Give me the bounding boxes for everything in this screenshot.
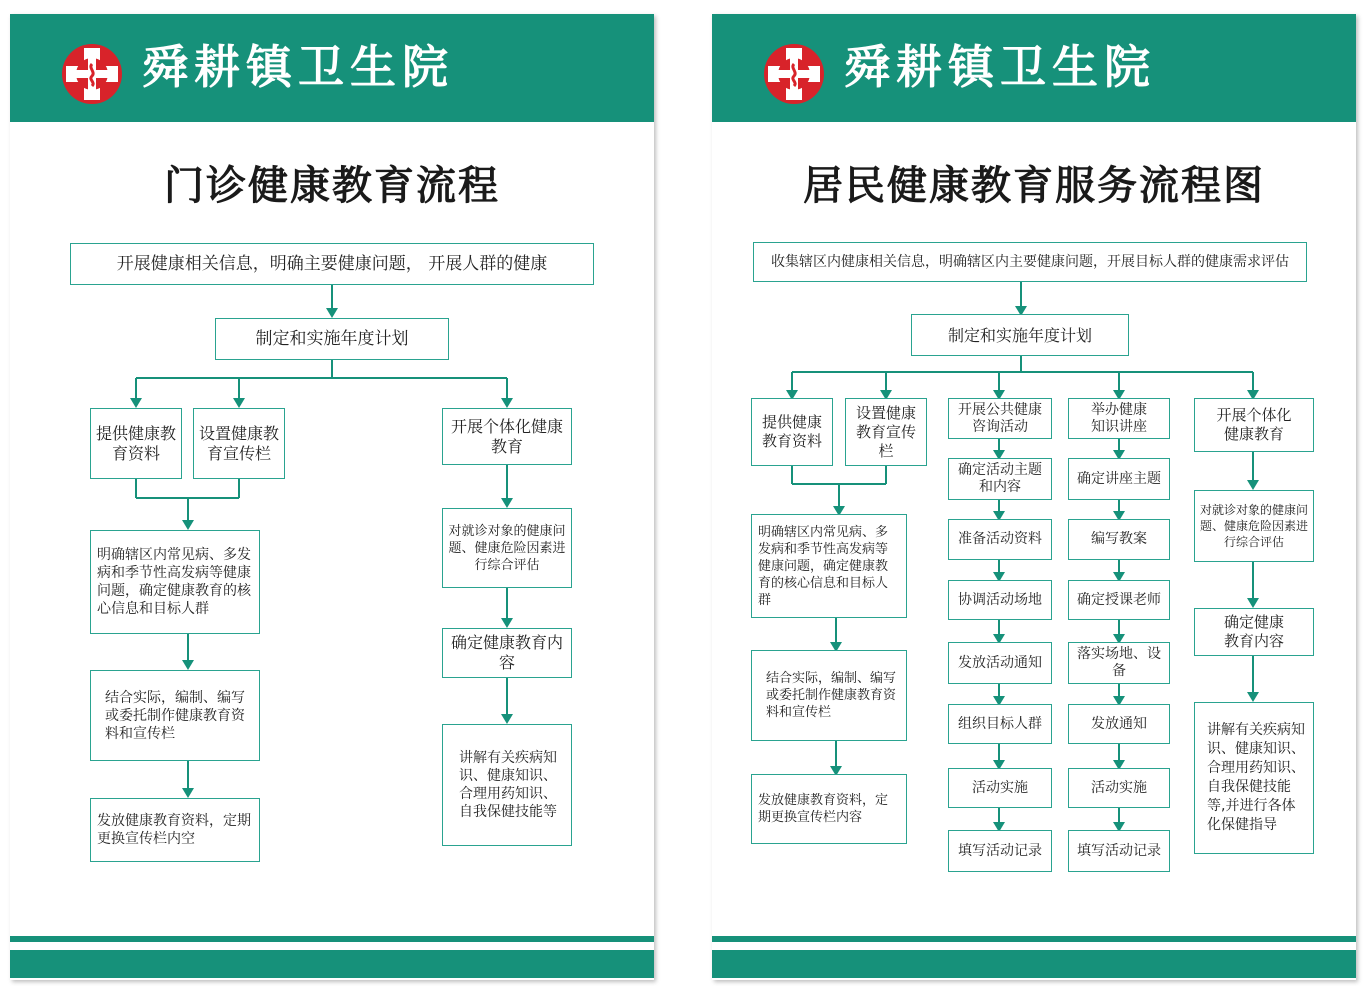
left-box-provide-materials: 提供健康教育资料	[90, 408, 182, 479]
right-box-provide-materials: 提供健康教育资料	[751, 398, 833, 466]
right-box-compile-materials: 结合实际，编制、编写或委托制作健康教育资料和宣传栏	[751, 650, 907, 741]
right-box-organize-audience: 组织目标人群	[948, 704, 1052, 744]
left-footer-bar	[10, 950, 654, 978]
right-poster	[712, 14, 1356, 980]
right-box-identify-issues: 明确辖区内常见病、多发病和季节性高发病等健康问题，确定健康教育的核心信息和目标人群	[751, 514, 907, 618]
hospital-name: 舜耕镇卫生院	[142, 40, 454, 94]
left-box-distribute-materials: 发放健康教育资料，定期更换宣传栏内空	[90, 798, 260, 862]
right-box-select-lecturer: 确定授课老师	[1068, 580, 1170, 620]
right-box-lecture-record: 填写活动记录	[1068, 830, 1170, 872]
left-poster	[10, 14, 654, 980]
left-box-define-content: 确定健康教育内容	[442, 628, 572, 678]
left-box-identify-issues: 明确辖区内常见病、多发病和季节性高发病等健康问题，确定健康教育的核心信息和目标人群	[90, 530, 260, 634]
left-box-assessment: 对就诊对象的健康问题、健康危险因素进行综合评估	[442, 508, 572, 588]
right-footer-bar	[712, 950, 1356, 978]
left-box-annual-plan: 制定和实施年度计划	[215, 318, 449, 360]
right-box-coordinate-venue: 协调活动场地	[948, 580, 1052, 620]
right-box-activity-record: 填写活动记录	[948, 830, 1052, 872]
left-footer-line	[10, 936, 654, 942]
right-box-prepare-materials: 准备活动资料	[948, 519, 1052, 560]
right-box-public-consultation: 开展公共健康咨询活动	[948, 398, 1052, 439]
right-box-activity-theme: 确定活动主题和内容	[948, 458, 1052, 500]
right-box-bulletin-board: 设置健康教育宣传栏	[845, 398, 927, 466]
right-box-lecture-theme: 确定讲座主题	[1068, 458, 1170, 500]
right-box-individual-education: 开展个体化健康教育	[1194, 398, 1314, 452]
right-poster-title: 居民健康教育服务流程图	[803, 163, 1265, 209]
right-footer-line	[712, 936, 1356, 942]
right-box-distribute-materials: 发放健康教育资料，定期更换宣传栏内容	[751, 774, 907, 844]
right-box-send-notice: 发放活动通知	[948, 642, 1052, 684]
right-box-needs-assessment: 收集辖区内健康相关信息，明确辖区内主要健康问题，开展目标人群的健康需求评估	[753, 242, 1307, 282]
left-box-health-info: 开展健康相关信息，明确主要健康问题， 开展人群的健康	[70, 243, 594, 285]
right-box-annual-plan: 制定和实施年度计划	[911, 314, 1129, 356]
left-box-individual-education: 开展个体化健康教育	[442, 408, 572, 465]
right-box-activity-execution: 活动实施	[948, 768, 1052, 808]
right-box-define-content: 确定健康教育内容	[1194, 608, 1314, 656]
right-box-individual-assessment: 对就诊对象的健康问题、健康危险因素进行综合评估	[1194, 490, 1314, 562]
right-box-issue-notice: 发放通知	[1068, 704, 1170, 744]
left-box-explain-knowledge: 讲解有关疾病知识、健康知识、合理用药知识、自我保健技能等	[442, 724, 572, 846]
right-box-explain-guidance: 讲解有关疾病知识、健康知识、合理用药知识、自我保健技能等,并进行各体化保健指导	[1194, 702, 1314, 854]
left-box-compile-materials: 结合实际，编制、编写或委托制作健康教育资料和宣传栏	[90, 670, 260, 761]
right-box-lecture-execution: 活动实施	[1068, 768, 1170, 808]
hospital-name: 舜耕镇卫生院	[844, 40, 1156, 94]
left-box-bulletin-board: 设置健康教育宣传栏	[193, 408, 285, 479]
right-box-health-lecture: 举办健康知识讲座	[1068, 398, 1170, 439]
right-box-venue-equipment: 落实场地、设备	[1068, 642, 1170, 684]
left-poster-title: 门诊健康教育流程	[164, 163, 500, 209]
right-box-lesson-plan: 编写教案	[1068, 519, 1170, 560]
